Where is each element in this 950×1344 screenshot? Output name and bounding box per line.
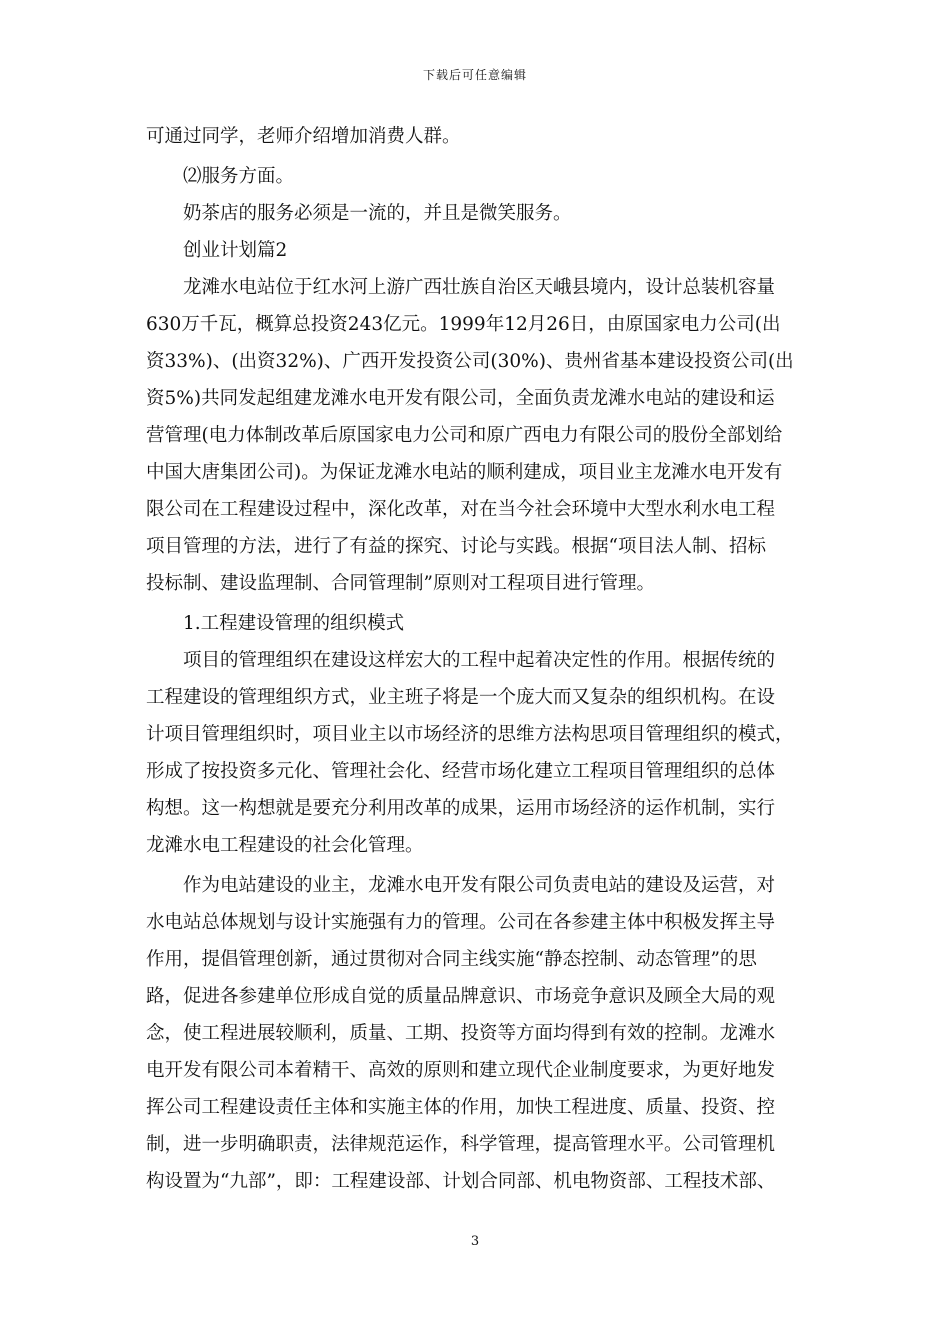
text-line: 项目的管理组织在建设这样宏大的工程中起着决定性的作用。根据传统的	[183, 650, 776, 671]
text-line: 制，进一步明确职责，法律规范运作，科学管理，提高管理水平。公司管理机	[146, 1134, 776, 1155]
text-line: 龙滩水电站位于红水河上游广西壮族自治区天峨县境内，设计总装机容量	[183, 277, 776, 298]
text-line: 中国大唐集团公司)。为保证龙滩水电站的顺利建成，项目业主龙滩水电开发有	[146, 462, 783, 483]
text-line: 资33%)、(出资32%)、广西开发投资公司(30%)、贵州省基本建设投资公司(出	[146, 351, 794, 372]
text-line: 奶茶店的服务必须是一流的，并且是微笑服务。	[183, 203, 572, 224]
text-line: 营管理(电力体制改革后原国家电力公司和原广西电力有限公司的股份全部划给	[146, 425, 783, 446]
page-number: 3	[470, 1234, 480, 1249]
text-line: 形成了按投资多元化、管理社会化、经营市场化建立工程项目管理组织的总体	[146, 761, 776, 782]
section-heading: 创业计划篇2	[183, 240, 288, 261]
text-line: 龙滩水电工程建设的社会化管理。	[146, 835, 424, 856]
text-line: 作用，提倡管理创新，通过贯彻对合同主线实施“静态控制、动态管理”的思	[146, 949, 757, 970]
page-header: 下载后可任意编辑	[422, 68, 527, 82]
text-line: 水电站总体规划与设计实施强有力的管理。公司在各参建主体中积极发挥主导	[146, 912, 776, 933]
text-line: 挥公司工程建设责任主体和实施主体的作用，加快工程进度、质量、投资、控	[146, 1097, 776, 1118]
text-line: 路，促进各参建单位形成自觉的质量品牌意识、市场竞争意识及顾全大局的观	[146, 986, 776, 1007]
text-line: 630万千瓦，概算总投资243亿元。1999年12月26日，由原国家电力公司(出	[146, 314, 781, 335]
text-line: 计项目管理组织时，项目业主以市场经济的思维方法构思项目管理组织的模式，	[146, 724, 794, 745]
text-line: 可通过同学，老师介绍增加消费人群。	[146, 126, 461, 147]
text-line: ⑵服务方面。	[183, 166, 295, 187]
text-line: 构想。这一构想就是要充分利用改革的成果，运用市场经济的运作机制，实行	[146, 798, 776, 819]
text-line: 作为电站建设的业主，龙滩水电开发有限公司负责电站的建设及运营，对	[183, 875, 776, 896]
text-line: 项目管理的方法，进行了有益的探究、讨论与实践。根据“项目法人制、招标	[146, 536, 766, 557]
text-line: 限公司在工程建设过程中，深化改革，对在当今社会环境中大型水利水电工程	[146, 499, 776, 520]
subsection-heading: 1.工程建设管理的组织模式	[183, 613, 405, 634]
text-line: 投标制、建设监理制、合同管理制”原则对工程项目进行管理。	[146, 573, 655, 594]
text-line: 工程建设的管理组织方式，业主班子将是一个庞大而又复杂的组织机构。在设	[146, 687, 776, 708]
text-line: 构设置为“九部”，即：工程建设部、计划合同部、机电物资部、工程技术部、	[146, 1171, 776, 1192]
text-line: 念，使工程进展较顺利，质量、工期、投资等方面均得到有效的控制。龙滩水	[146, 1023, 776, 1044]
text-line: 资5%)共同发起组建龙滩水电开发有限公司，全面负责龙滩水电站的建设和运	[146, 388, 775, 409]
text-line: 电开发有限公司本着精干、高效的原则和建立现代企业制度要求，为更好地发	[146, 1060, 776, 1081]
